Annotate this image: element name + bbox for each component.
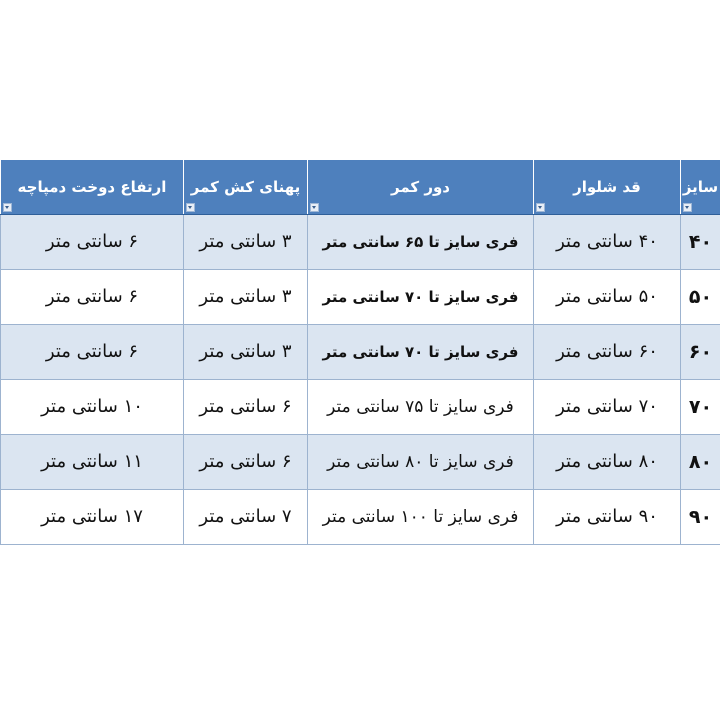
size-chart-sheet [0, 160, 720, 544]
table-row [1, 324, 720, 379]
hem-height-cell: ۱۷ سانتی متر [1, 489, 184, 544]
filter-dropdown-icon[interactable] [536, 203, 545, 212]
size-cell: ۴۰ [681, 214, 720, 269]
header-size [681, 160, 720, 214]
table-row [1, 269, 720, 324]
hem-height-cell: ۶ سانتی متر [1, 269, 184, 324]
size-chart-table [0, 160, 720, 545]
elastic-width-cell: ۶ سانتی متر [184, 379, 308, 434]
pants-length-cell: ۴۰ سانتی متر [534, 214, 681, 269]
elastic-width-cell: ۳ سانتی متر [184, 269, 308, 324]
filter-dropdown-icon[interactable] [186, 203, 195, 212]
filter-dropdown-icon[interactable] [3, 203, 12, 212]
header-waist [308, 160, 534, 214]
waist-cell: فری سایز تا ۸۰ سانتی متر [308, 434, 534, 489]
hem-height-cell: ۱۱ سانتی متر [1, 434, 184, 489]
size-cell: ۵۰ [681, 269, 720, 324]
table-row [1, 489, 720, 544]
size-cell: ۹۰ [681, 489, 720, 544]
waist-cell: فری سایز تا ۷۵ سانتی متر [308, 379, 534, 434]
header-size-label: سایز [682, 177, 719, 196]
size-cell: ۸۰ [681, 434, 720, 489]
elastic-width-cell: ۳ سانتی متر [184, 214, 308, 269]
header-pants-length-label: قد شلوار [573, 177, 641, 196]
size-cell: ۶۰ [681, 324, 720, 379]
hem-height-cell: ۶ سانتی متر [1, 324, 184, 379]
size-cell: ۷۰ [681, 379, 720, 434]
pants-length-cell: ۶۰ سانتی متر [534, 324, 681, 379]
header-waist-label: دور کمر [391, 177, 450, 196]
filter-dropdown-icon[interactable] [683, 203, 692, 212]
waist-cell: فری سایز تا ۱۰۰ سانتی متر [308, 489, 534, 544]
header-pants-length [534, 160, 681, 214]
pants-length-cell: ۸۰ سانتی متر [534, 434, 681, 489]
pants-length-cell: ۹۰ سانتی متر [534, 489, 681, 544]
elastic-width-cell: ۳ سانتی متر [184, 324, 308, 379]
header-elastic-width [184, 160, 308, 214]
hem-height-cell: ۶ سانتی متر [1, 214, 184, 269]
header-row [1, 160, 720, 214]
table-row [1, 214, 720, 269]
table-row [1, 379, 720, 434]
header-elastic-width-label: پهنای کش کمر [190, 177, 301, 196]
hem-height-cell: ۱۰ سانتی متر [1, 379, 184, 434]
header-hem-height-label: ارتفاع دوخت دمپاچه [17, 177, 167, 196]
pants-length-cell: ۷۰ سانتی متر [534, 379, 681, 434]
pants-length-cell: ۵۰ سانتی متر [534, 269, 681, 324]
elastic-width-cell: ۶ سانتی متر [184, 434, 308, 489]
waist-cell: فری سایز تا ۶۵ سانتی متر [308, 214, 534, 269]
waist-cell: فری سایز تا ۷۰ سانتی متر [308, 269, 534, 324]
waist-cell: فری سایز تا ۷۰ سانتی متر [308, 324, 534, 379]
elastic-width-cell: ۷ سانتی متر [184, 489, 308, 544]
filter-dropdown-icon[interactable] [310, 203, 319, 212]
header-hem-height [1, 160, 184, 214]
table-row [1, 434, 720, 489]
